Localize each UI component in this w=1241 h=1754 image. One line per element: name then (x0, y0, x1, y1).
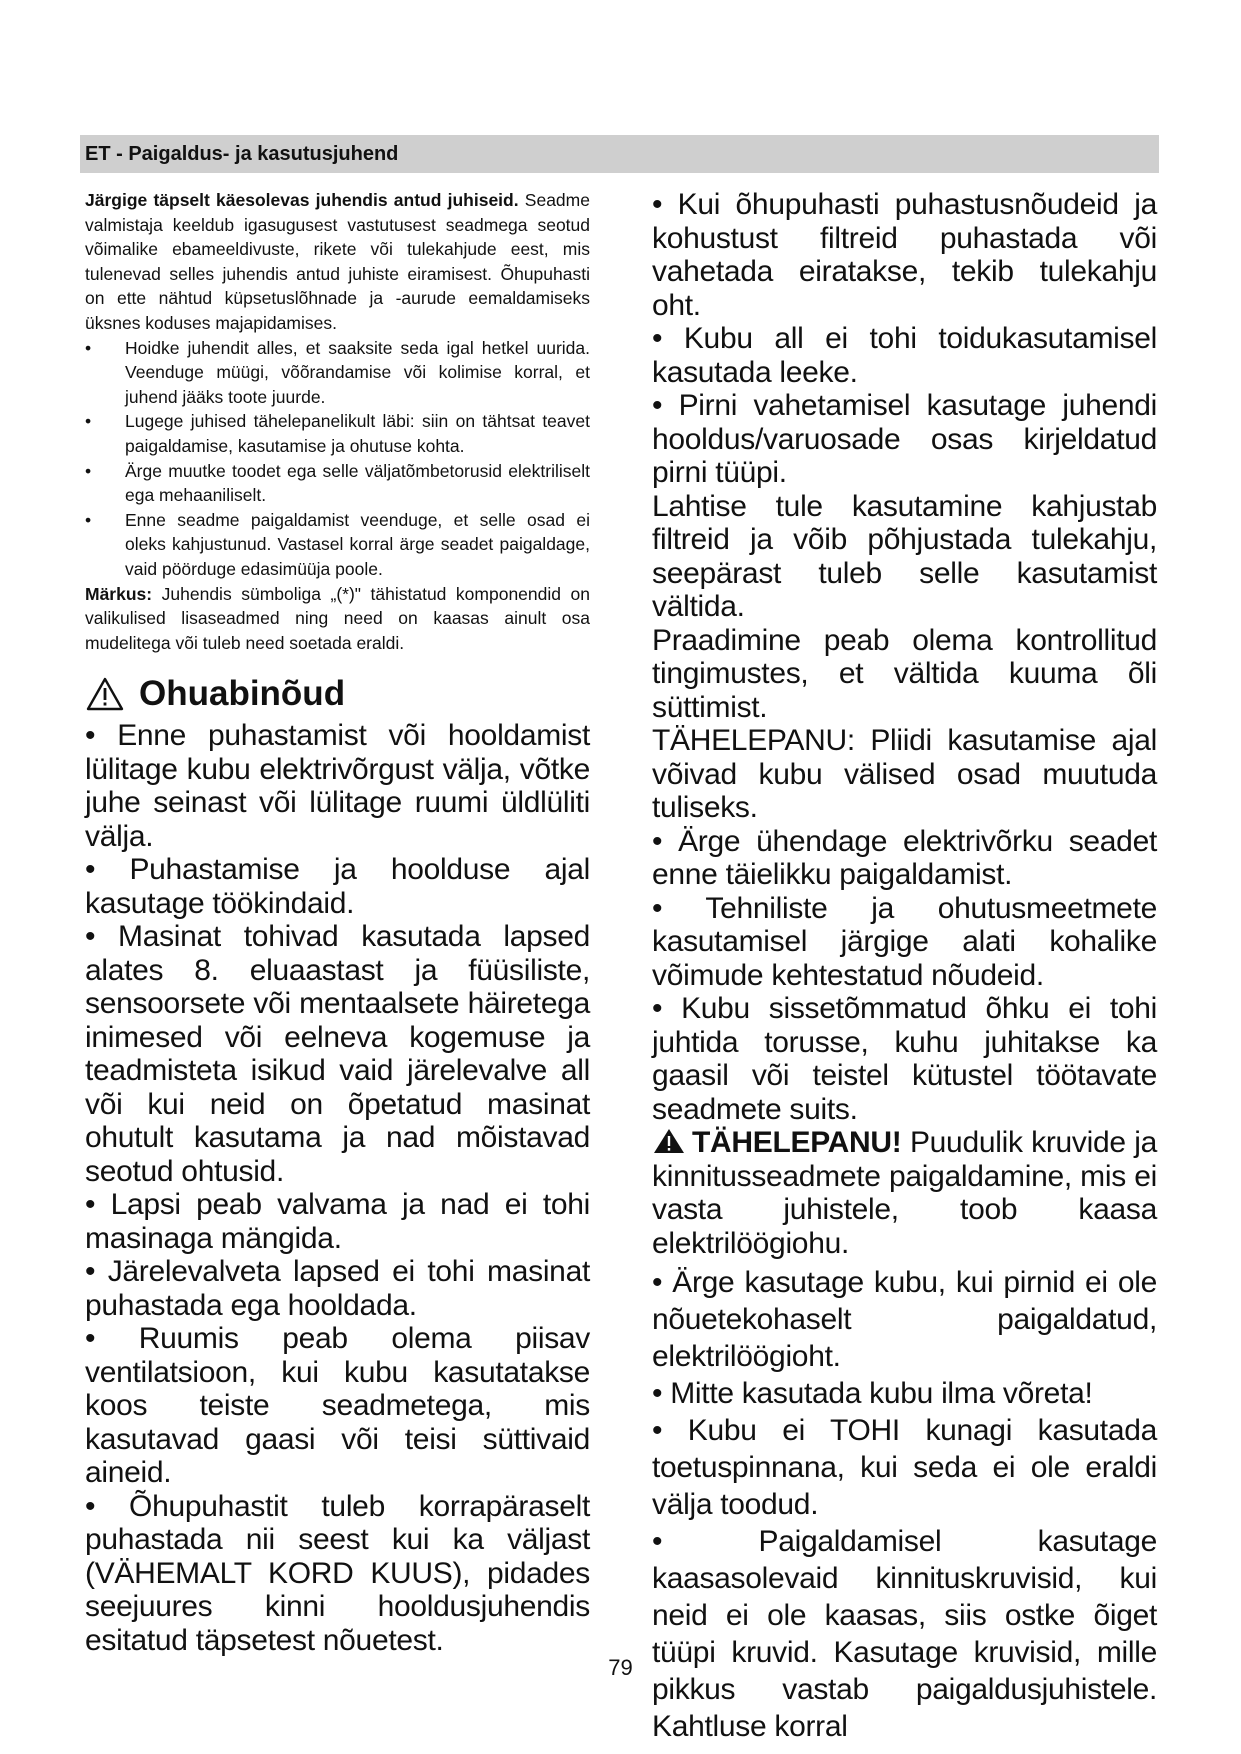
intro-note (85, 582, 590, 656)
note-label: Märkus: (85, 583, 153, 604)
safety-item: • Ärge kasutage kubu, kui pirnid ei ole nõuetekohaselt paigaldatud, elektrilöögioht. (652, 1266, 1157, 1373)
safety-item: • Kubu all ei tohi toidukasutamisel kasutada leeke. (652, 322, 1157, 389)
left-safety-list (85, 719, 590, 1657)
right-safety-list (652, 188, 1157, 1745)
safety-item: • Kubu sissetõmmatud õhku ei tohi juhtida torusse, kuhu juhitakse ka gaasil või teistel kütustel töötavate seadmete suits. (652, 992, 1157, 1126)
safety-item: • Enne puhastamist või hooldamist lülitage kubu elektrivõrgust välja, võtke juhe seinast või lülitage ruumi üldlüliti välja. (85, 719, 590, 853)
intro-bullet: • Ärge muutke toodet ega selle väljatõmbetorusid elektriliselt ega mehaaniliselt. (85, 460, 590, 506)
bullet-mark: • (85, 337, 96, 358)
intro-lead-text: Seadme valmistaja keeldub igasugusest vastutusest seadmega seotud võimalike ebameeldivuste, rikete või tulekahjude eest, mis tulenevad selles juhendis antud juhiste eiramisest. Õhupuhasti on ette nähtud küpsetuslõhnade ja -aurude eemaldamiseks üksnes koduses majapidamises. (85, 190, 590, 333)
header-bar (80, 135, 1159, 173)
warning-text: Puudulik kruvide ja kinnitusseadmete paigaldamine, mis ei vasta juhistele, toob kaasa elektrilöögiohu. (652, 1126, 1157, 1260)
section-heading (85, 673, 590, 715)
safety-item: • Lapsi peab valvama ja nad ei tohi masinaga mängida. (85, 1188, 590, 1255)
intro-lead-bold: Järgige täpselt käesolevas juhendis antud juhiseid. (85, 190, 519, 210)
safety-item: • Pirni vahetamisel kasutage juhendi hooldus/varuosade osas kirjeldatud pirni tüüpi. (652, 389, 1157, 489)
page-title: ET - Paigaldus- ja kasutusjuhend (85, 143, 399, 165)
safety-item: • Kubu ei TOHI kunagi kasutada toetuspinnana, kui seda ei ole eraldi välja toodud. (652, 1414, 1157, 1521)
warning-label: TÄHELEPANU! (692, 1126, 902, 1159)
intro-paragraph (85, 188, 590, 336)
section-title: Ohuabinõud (139, 674, 346, 714)
bullet-mark: • (85, 509, 96, 530)
warning-triangle-filled-icon (652, 1127, 686, 1155)
intro-bullet: • Hoidke juhendit alles, et saaksite seda igal hetkel uurida. Veenduge müügi, võõrandamise või kolimise korral, et juhend jääks toote juurde. (85, 337, 590, 407)
page-number: 79 (608, 1655, 633, 1680)
bullet-mark: • (85, 460, 96, 481)
left-column (85, 188, 590, 1657)
safety-item: • Õhupuhastit tuleb korrapäraselt puhastada nii seest kui ka väljast (VÄHEMALT KORD KUUS), pidades seejuures kinni hooldusjuhendis esitatud täpsetest nõuetest. (85, 1489, 590, 1657)
safety-item: Lahtise tule kasutamine kahjustab filtreid ja võib põhjustada tulekahju, seepärast tuleb selle kasutamist vältida. (652, 489, 1157, 623)
safety-item: • Masinat tohivad kasutada lapsed alates 8. eluaastast ja füüsiliste, sensoorsete või mentaalsete häiretega inimesed või eelneva kogemuse ja teadmisteta isikud vaid järelevalve all või kui neid on õpetatud masinat ohutult kasutama ja nad mõistavad seotud ohtusid. (85, 920, 590, 1188)
safety-item: • Kui õhupuhasti puhastusnõudeid ja kohustust filtreid puhastada või vahetada eiratakse, tekib tulekahju oht. (652, 188, 1157, 322)
intro-bullet: • Lugege juhised tähelepanelikult läbi: siin on tähtsat teavet paigaldamise, kasutamise ja ohutuse kohta. (85, 411, 590, 456)
warning-triangle-icon (85, 676, 125, 712)
safety-item: • Ärge ühendage elektrivõrku seadet enne täielikku paigaldamist. (652, 824, 1157, 891)
safety-item: Praadimine peab olema kontrollitud tingimustes, et vältida kuuma õli süttimist. (652, 623, 1157, 724)
bullet-mark: • (85, 411, 96, 432)
right-column (652, 188, 1157, 1745)
safety-item: • Järelevalveta lapsed ei tohi masinat puhastada ega hooldada. (85, 1255, 590, 1322)
note-text: Juhendis sümboliga „(*)" tähistatud komponendid on valikulised lisaseadmed ning need on kaasas ainult osa mudelitega või tuleb need soetada eraldi. (85, 583, 590, 653)
safety-item: • Mitte kasutada kubu ilma võreta! (652, 1377, 1093, 1410)
warning-paragraph (652, 1126, 1157, 1260)
safety-item: • Puhastamise ja hoolduse ajal kasutage töökindaid. (85, 853, 590, 920)
intro-bullet: • Enne seadme paigaldamist veenduge, et selle osad ei oleks kahjustunud. Vastasel korral ärge seadet paigaldage, vaid pöörduge edasimüüja poole. (85, 509, 590, 579)
safety-item: • Paigaldamisel kasutage kaasasolevaid kinnituskruvisid, kui neid ei ole kaasas, siis ostke õiget tüüpi kruvid. Kasutage kruvisid, mille pikkus vastab paigaldusjuhistele. Kahtluse korral (652, 1525, 1157, 1743)
intro-block (85, 188, 590, 655)
safety-item: • Tehniliste ja ohutusmeetmete kasutamisel järgige alati kohalike võimude kehtestatud nõudeid. (652, 891, 1157, 992)
safety-item: TÄHELEPANU: Pliidi kasutamise ajal võivad kubu välised osad muutuda tuliseks. (652, 724, 1157, 824)
safety-item: • Ruumis peab olema piisav ventilatsioon, kui kubu kasutatakse koos teiste seadmetega, mis kasutavad gaasi või teisi süttivaid aineid. (85, 1322, 590, 1490)
